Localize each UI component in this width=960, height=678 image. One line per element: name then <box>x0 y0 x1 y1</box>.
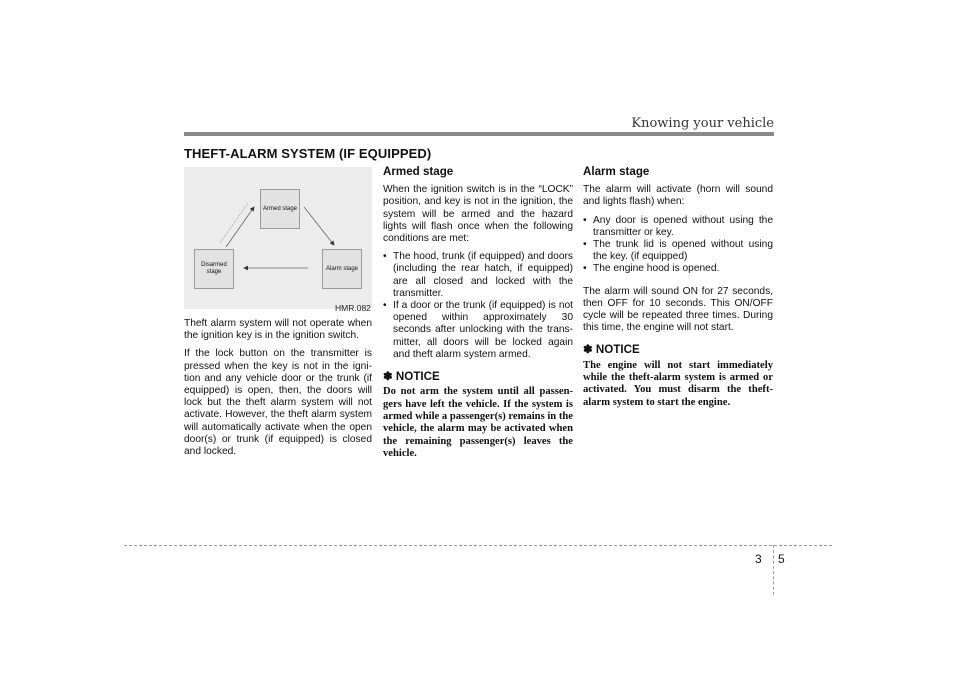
alarm-stage-intro: The alarm will activate (horn will sound and lights flash) when: <box>583 184 773 208</box>
arrow-disarmed-to-armed <box>226 207 254 247</box>
notice-body: The engine will not start immediately while the theft-alarm system is armed or activated. You must disarm the theft-alarm system to start the engine. <box>583 359 773 408</box>
alarm-stage-label: Alarm stage <box>325 265 358 272</box>
header-rule <box>184 132 774 136</box>
paragraph-lock-button: If the lock button on the transmitter is pressed when the key is not in the igni-tion and any vehicle door or the trunk (if equipped) is open, then, the doors will lock but the theft alarm system will not activate. However, the theft alarm system will automatically activate when the open door(s) or trunk (if equipped) is closed and locked. <box>184 348 372 458</box>
paragraph-key-in-ignition: Theft alarm system will not operate when the ignition key is in the ignition switch. <box>184 318 372 342</box>
column-1 <box>184 318 372 464</box>
disarmed-stage-label: Disarmed stage <box>201 262 227 275</box>
armed-conditions-list <box>383 251 573 361</box>
arrow-armed-to-alarm <box>304 207 334 245</box>
section-title: THEFT-ALARM SYSTEM (IF EQUIPPED) <box>184 146 432 161</box>
diagram-arrows <box>184 167 372 309</box>
notice-title: ✽ NOTICE <box>583 343 640 357</box>
diagram-code: HMR.082 <box>335 303 371 313</box>
list-item: • The trunk lid is opened without using the key. (if equipped) <box>583 239 773 263</box>
alarm-conditions-list <box>583 215 773 276</box>
alarm-stage-heading: Alarm stage <box>583 165 650 178</box>
chapter-number: 3 <box>755 552 762 566</box>
alarm-stage-diagram <box>184 167 372 309</box>
notice-body: Do not arm the system until all passen-gers have left the vehicle. If the system is armed while a passenger(s) remains in the vehicle, the alarm may be activated when the remaining passenger(s) leaves the vehicle. <box>383 386 573 460</box>
armed-stage-intro: When the ignition switch is in the “LOCK” position, and key is not in the ignition, the system will be armed and the hazard lights will flash once when the following conditions are met: <box>383 184 573 245</box>
page-number: 5 <box>778 552 785 566</box>
armed-stage-heading: Armed stage <box>383 165 454 178</box>
footer-divider <box>773 545 774 595</box>
column-2 <box>383 166 573 461</box>
footer-rule <box>124 545 832 546</box>
list-item: • Any door is opened without using the transmitter or key. <box>583 215 773 239</box>
list-item: • The hood, trunk (if equipped) and doors (including the rear hatch, if equipped) are all closed and locked with the transmitter. <box>383 251 573 300</box>
armed-stage-label: Armed stage <box>262 205 298 212</box>
list-item: • The engine hood is opened. <box>583 263 773 275</box>
list-item: • If a door or the trunk (if equipped) is not opened within approximately 30 seconds after unlocking with the trans-mitter, all doors will be locked again and theft alarm system armed. <box>383 300 573 361</box>
column-3 <box>583 166 773 409</box>
chapter-title: Knowing your vehicle <box>631 116 774 131</box>
notice-title: ✽ NOTICE <box>383 370 440 384</box>
alarm-cycle-paragraph: The alarm will sound ON for 27 seconds, then OFF for 10 seconds. This ON/OFF cycle will be repeated three times. During this time, the engine will not start. <box>583 285 773 334</box>
